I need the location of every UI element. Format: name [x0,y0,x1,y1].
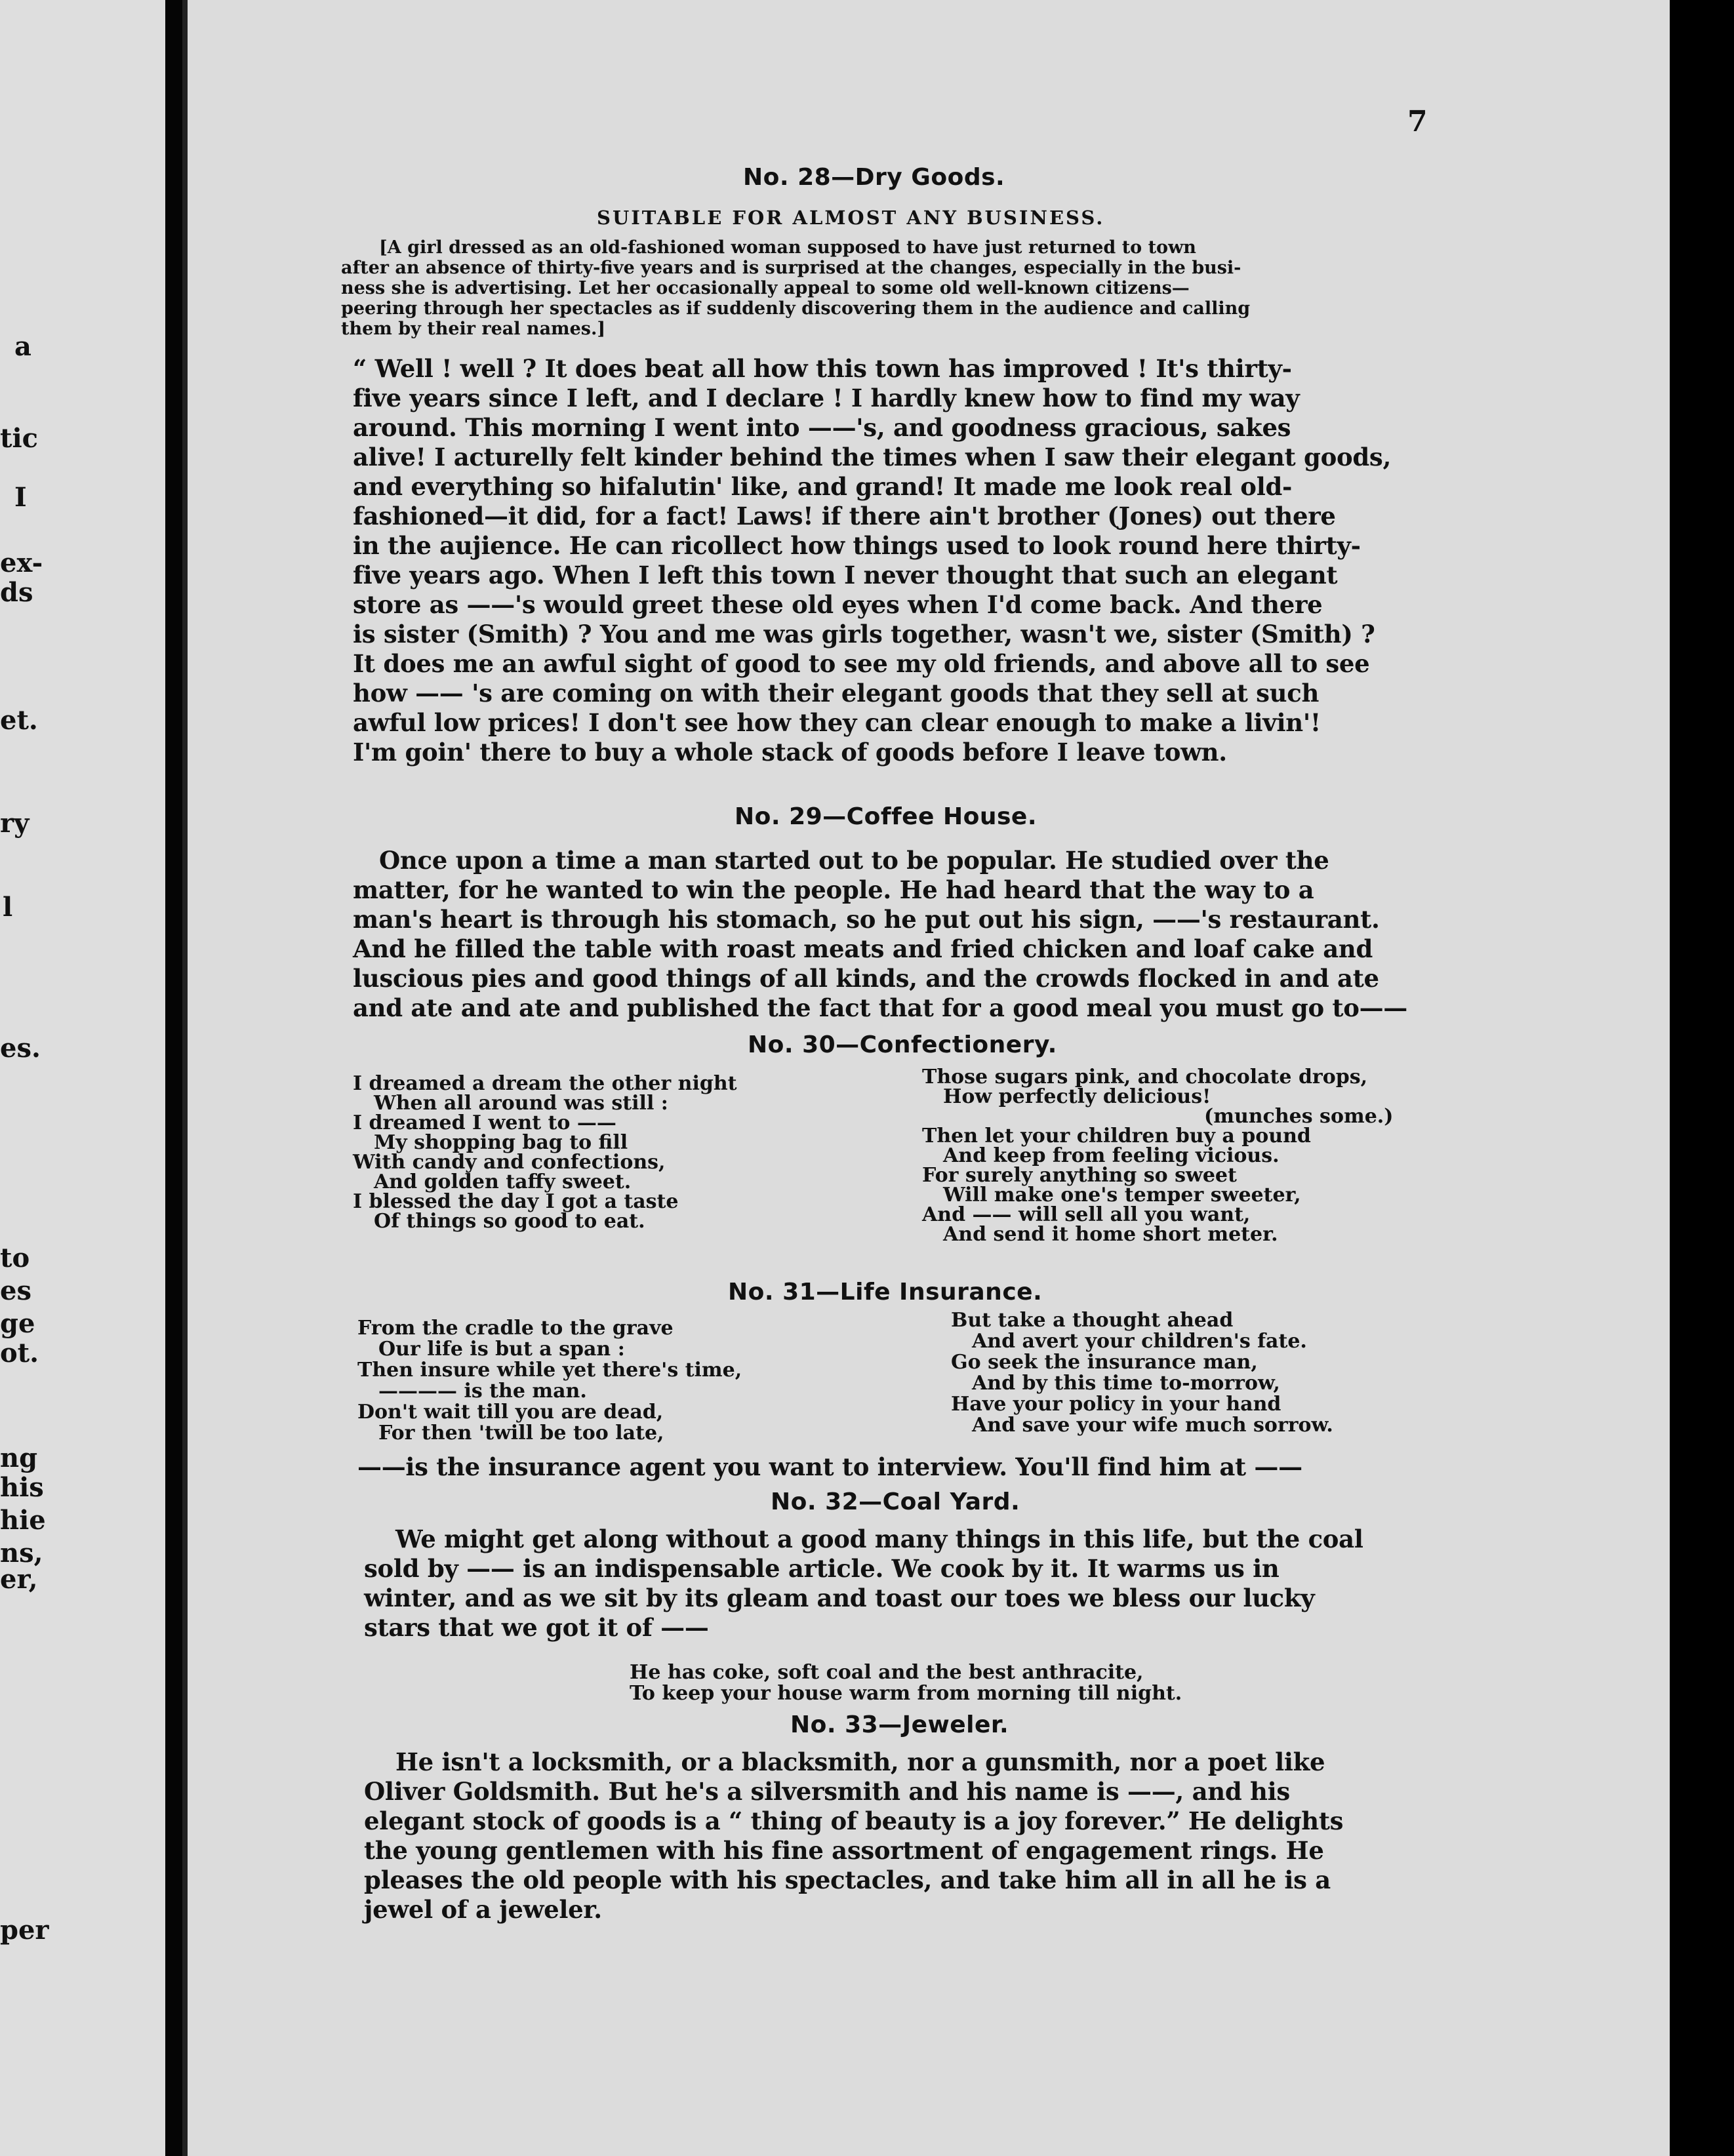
verse-line: With candy and confections, [353,1151,666,1174]
verse-line: My shopping bag to fill [374,1131,628,1154]
body-line: the young gentlemen with his fine assortment of engagement rings. He [364,1836,1324,1865]
section-29-body [353,846,1407,1023]
body-line: fashioned—it did, for a fact! Laws! if there ain't brother (Jones) out there [353,502,1336,530]
verse-line: But take a thought ahead [951,1309,1234,1332]
margin-fragment: ge [0,1308,35,1339]
section-31-verse-right [951,1310,1333,1436]
section-29-title: No. 29—Coffee House. [735,803,1038,830]
verse-line: He has coke, soft coal and the best anthracite, [630,1661,1144,1684]
verse-line: Those sugars pink, and chocolate drops, [922,1066,1368,1088]
body-line: matter, for he wanted to win the people. He had heard that the way to a [353,875,1314,904]
section-28-stage-note [341,237,1250,339]
section-31-closing: ——is the insurance agent you want to interview. You'll find him at —— [357,1452,1302,1481]
body-line: how —— 's are coming on with their elegant goods that they sell at such [353,679,1320,708]
note-line: them by their real names.] [341,319,606,339]
verse-line: And golden taffy sweet. [374,1170,632,1193]
facing-page [0,0,165,2156]
page-fold [182,0,188,2156]
note-line: ness she is advertising. Let her occasionally appeal to some old well-known citizens— [341,278,1190,298]
margin-fragment: es. [0,1033,41,1064]
verse-line: When all around was still : [374,1092,668,1115]
verse-line: Then let your children buy a pound [922,1125,1311,1148]
body-line: around. This morning I went into ——'s, and goodness gracious, sakes [353,413,1291,442]
body-line: and everything so hifalutin' like, and grand! It made me look real old- [353,472,1293,501]
body-line: luscious pies and good things of all kinds, and the crowds flocked in and ate [353,964,1379,993]
body-line: in the aujience. He can ricollect how things used to look round here thirty- [353,531,1361,560]
margin-fragment: hie [0,1505,46,1536]
verse-line: And avert your children's fate. [972,1330,1307,1353]
verse-line: I dreamed I went to —— [353,1111,616,1134]
margin-fragment: es [0,1275,31,1306]
right-scan-border [1670,0,1734,2156]
body-line: five years since I left, and I declare ! I hardly knew how to find my way [353,384,1300,412]
section-32-couplet [630,1662,1182,1704]
section-28-subtitle: SUITABLE FOR ALMOST ANY BUSINESS. [597,207,1105,229]
verse-line: Will make one's temper sweeter, [943,1184,1301,1207]
body-line: sold by —— is an indispensable article. We cook by it. It warms us in [364,1554,1280,1583]
body-line: “ Well ! well ? It does beat all how this town has improved ! It's thirty- [353,354,1292,383]
note-line: after an absence of thirty-five years and is surprised at the changes, especially in the busi- [341,258,1241,278]
body-line: jewel of a jeweler. [364,1895,602,1924]
body-line: awful low prices! I don't see how they can clear enough to make a livin'! [353,708,1321,737]
verse-line: And —— will sell all you want, [922,1203,1251,1226]
verse-line: To keep your house warm from morning till night. [630,1682,1182,1705]
body-line: And he filled the table with roast meats and fried chicken and loaf cake and [353,934,1373,963]
margin-fragment: ex- [0,548,43,578]
margin-fragment: ot. [0,1338,39,1368]
stage-direction: (munches some.) [1204,1105,1394,1128]
margin-fragment: er, [0,1564,38,1595]
section-32-body [364,1525,1363,1643]
verse-line: Of things so good to eat. [374,1210,645,1233]
section-33-title: No. 33—Jeweler. [790,1711,1009,1738]
verse-line: Go seek the insurance man, [951,1351,1258,1374]
note-line: [A girl dressed as an old-fashioned woman supposed to have just returned to town [379,237,1196,258]
body-line: Oliver Goldsmith. But he's a silversmith and his name is ——, and his [364,1777,1290,1806]
section-28-title: No. 28—Dry Goods. [743,164,1005,191]
body-line: He isn't a locksmith, or a blacksmith, nor a gunsmith, nor a poet like [395,1747,1325,1776]
verse-line: And by this time to-morrow, [972,1372,1280,1395]
verse-line: I dreamed a dream the other night [353,1072,737,1095]
verse-line: Our life is but a span : [378,1338,625,1361]
verse-line: And save your wife much sorrow. [972,1414,1333,1437]
margin-fragment: a [14,331,31,362]
verse-line: I blessed the day I got a taste [353,1190,679,1213]
verse-line: ———— is the man. [378,1380,587,1403]
body-line: I'm goin' there to buy a whole stack of goods before I leave town. [353,738,1227,767]
body-line: store as ——'s would greet these old eyes when I'd come back. And there [353,590,1323,619]
margin-fragment: I [14,482,27,513]
margin-fragment: tic [0,423,39,454]
body-line: winter, and as we sit by its gleam and toast our toes we bless our lucky [364,1584,1315,1612]
margin-fragment: per [0,1915,49,1946]
margin-fragment: his [0,1472,44,1503]
margin-fragment: ng [0,1443,38,1473]
verse-line: Don't wait till you are dead, [357,1401,664,1424]
verse-line: How perfectly delicious! [943,1085,1211,1108]
body-line: It does me an awful sight of good to see my old friends, and above all to see [353,649,1370,678]
verse-line: And keep from feeling vicious. [943,1144,1280,1167]
verse-line: Have your policy in your hand [951,1393,1281,1416]
page-number: 7 [1407,105,1428,138]
verse-line: For surely anything so sweet [922,1164,1237,1187]
verse-line: For then 'twill be too late, [378,1422,664,1445]
margin-fragment: ns, [0,1538,43,1568]
body-line: alive! I acturelly felt kinder behind the times when I saw their elegant goods, [353,443,1392,471]
margin-fragment: to [0,1243,30,1273]
margin-fragment: ry [0,808,30,839]
verse-line: And send it home short meter. [943,1223,1278,1246]
body-line: Once upon a time a man started out to be popular. He studied over the [379,846,1329,875]
margin-fragment: et. [0,705,38,736]
body-line: We might get along without a good many things in this life, but the coal [395,1525,1363,1553]
body-line: and ate and ate and published the fact that for a good meal you must go to—— [353,993,1408,1022]
section-33-body [364,1747,1343,1925]
verse-line: Then insure while yet there's time, [357,1359,742,1382]
book-spine [165,0,182,2156]
section-30-verse-right [922,1068,1393,1245]
margin-fragment: ds [0,577,33,608]
note-line: peering through her spectacles as if suddenly discovering them in the audience and calling [341,298,1251,319]
section-28-body [353,354,1391,767]
verse-line: From the cradle to the grave [357,1317,674,1340]
section-31-title: No. 31—Life Insurance. [728,1279,1043,1306]
body-line: elegant stock of goods is a “ thing of beauty is a joy forever.” He delights [364,1807,1344,1835]
margin-fragment: l [3,892,13,923]
body-line: man's heart is through his stomach, so he put out his sign, ——'s restaurant. [353,905,1380,934]
section-30-verse-left [353,1074,736,1231]
body-line: is sister (Smith) ? You and me was girls together, wasn't we, sister (Smith) ? [353,620,1375,649]
body-line: stars that we got it of —— [364,1613,709,1642]
section-31-verse-left [357,1318,742,1444]
body-line: five years ago. When I left this town I never thought that such an elegant [353,561,1338,589]
section-32-title: No. 32—Coal Yard. [771,1488,1020,1515]
body-line: pleases the old people with his spectacles, and take him all in all he is a [364,1866,1331,1894]
section-30-title: No. 30—Confectionery. [748,1031,1057,1058]
